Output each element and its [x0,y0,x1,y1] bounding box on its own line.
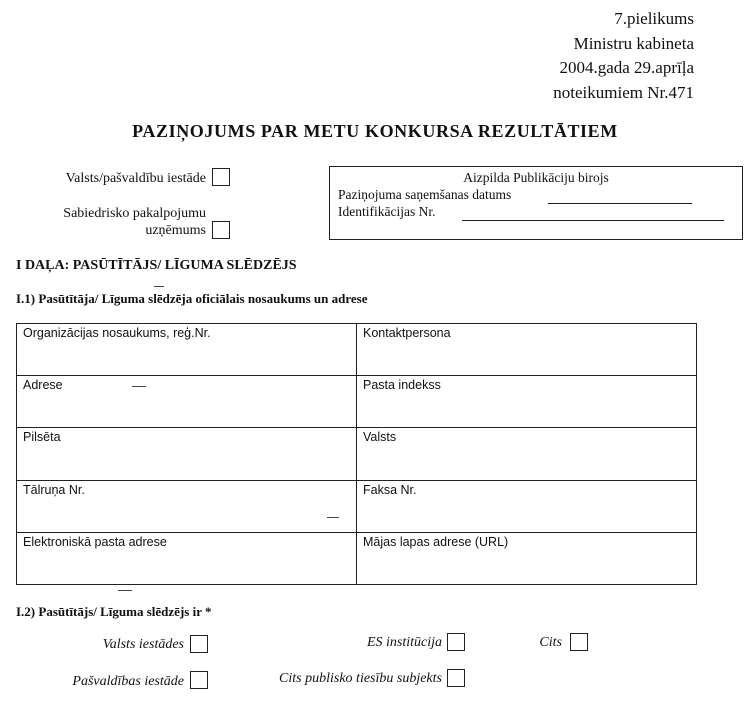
page-title: PAZIŅOJUMS PAR METU KONKURSA REZULTĀTIEM [132,121,618,141]
utility-label-line1: Sabiedrisko pakalpojumu [63,206,206,221]
table-cell[interactable] [17,480,357,532]
city-label: Pilsēta [23,430,61,445]
state-municipal-label: Valsts/pašvaldību iestāde [65,171,206,186]
section-1-1-heading: I.1) Pasūtītāja/ Līguma slēdzēja oficiālais nosaukums un adrese [16,291,368,306]
received-date-field[interactable] [548,203,692,204]
scan-mark [118,590,132,591]
eu-institution-checkbox[interactable] [447,633,465,651]
other-label: Cits [539,635,562,650]
fax-label: Faksa Nr. [363,482,417,497]
org-name-label: Organizācijas nosaukums, reģ.Nr. [23,326,211,340]
contact-person-label: Kontaktpersona [363,326,451,340]
identification-field[interactable] [462,220,724,221]
table-cell[interactable] [357,480,697,532]
scan-mark [327,517,339,518]
website-label: Mājas lapas adrese (URL) [363,534,509,549]
table-cell[interactable] [357,532,697,584]
scan-mark [132,386,146,387]
address-label: Adrese [23,378,63,393]
state-institutions-label: Valsts iestādes [102,637,184,652]
regulation-issuer: Ministru kabineta [573,34,694,53]
municipal-checkbox[interactable] [190,671,208,689]
other-checkbox[interactable] [570,633,588,651]
table-cell[interactable] [17,428,357,480]
eu-institution-label: ES institūcija [366,635,442,650]
identification-label: Identifikācijas Nr. [338,204,436,219]
utility-label-line2: uzņēmums [145,223,206,238]
municipal-label: Pašvaldības iestāde [72,674,184,689]
state-municipal-checkbox[interactable] [212,168,230,186]
table-cell[interactable] [17,324,357,376]
regulation-date: 2004.gada 29.aprīļa [559,58,694,77]
table-cell[interactable] [17,532,357,584]
postal-code-label: Pasta indekss [363,378,441,393]
utility-checkbox[interactable] [212,221,230,239]
publication-office-title: Aizpilda Publikāciju birojs [463,170,609,185]
email-label: Elektroniskā pasta adrese [23,534,167,549]
organization-details-table [16,323,697,585]
annex-number: 7.pielikums [614,9,694,28]
phone-label: Tālruņa Nr. [23,482,85,497]
scan-mark [154,286,164,287]
table-cell[interactable] [357,376,697,428]
table-cell[interactable] [17,376,357,428]
publication-office-box [329,166,743,240]
other-public-label: Cits publisko tiesību subjekts [279,671,442,686]
other-public-checkbox[interactable] [447,669,465,687]
section-1-2-heading: I.2) Pasūtītājs/ Līguma slēdzējs ir * [16,604,212,619]
regulation-number: noteikumiem Nr.471 [553,83,694,102]
table-cell[interactable] [357,428,697,480]
state-institutions-checkbox[interactable] [190,635,208,653]
received-date-label: Paziņojuma saņemšanas datums [338,187,512,202]
country-label: Valsts [363,430,397,445]
section-1-heading: I DAĻA: PASŪTĪTĀJS/ LĪGUMA SLĒDZĒJS [16,258,297,273]
table-cell[interactable] [357,324,697,376]
